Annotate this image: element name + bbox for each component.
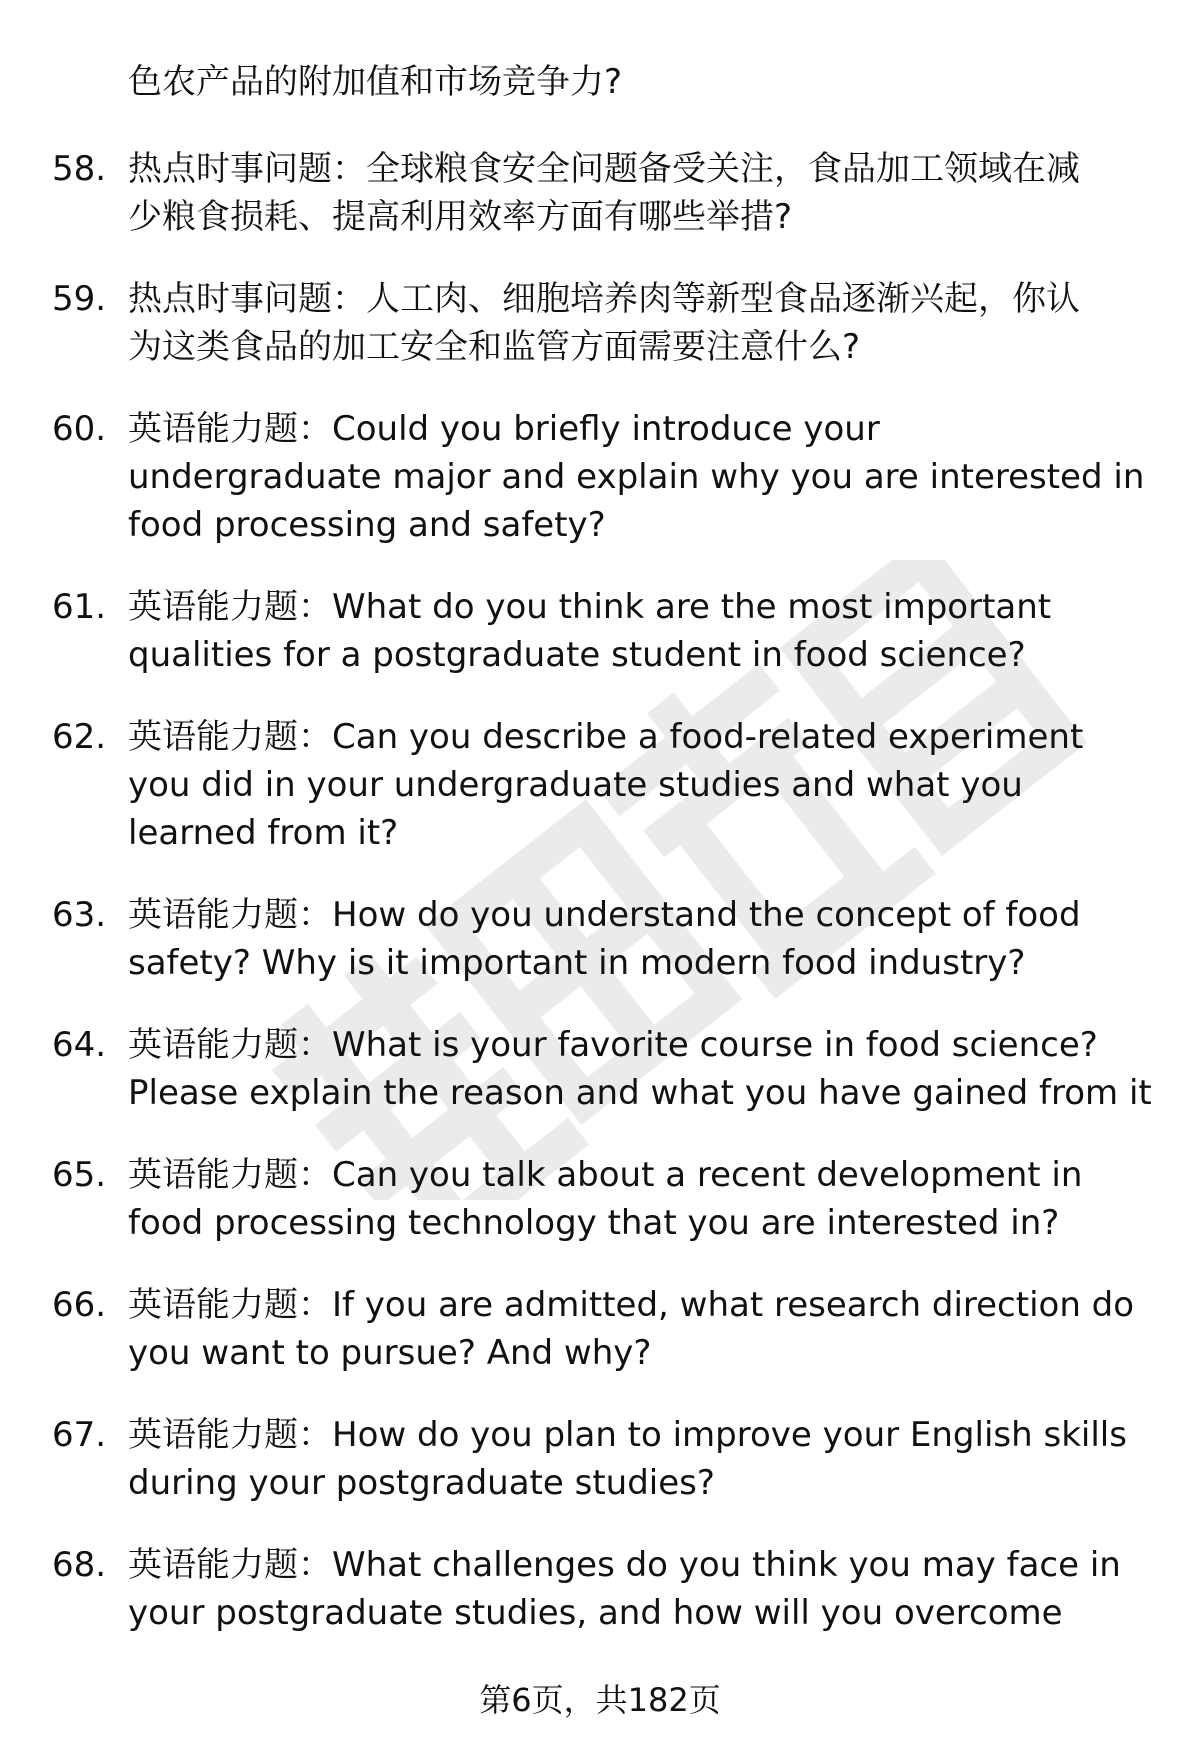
question-item [0, 145, 1200, 275]
question-text-line: 英语能力题：Can you talk about a recent development in [128, 1155, 1083, 1195]
question-number: 65. [52, 1155, 107, 1195]
question-number: 63. [52, 895, 107, 935]
question-number: 68. [52, 1545, 107, 1585]
question-number: 64. [52, 1025, 107, 1065]
question-text-line: 英语能力题：What do you think are the most important [128, 587, 1052, 627]
question-list [0, 145, 1200, 1671]
continued-question-text: 色农产品的附加值和市场竞争力? [128, 62, 623, 102]
question-text [128, 1541, 1173, 1637]
question-item [0, 713, 1200, 891]
question-item [0, 1021, 1200, 1151]
question-item [0, 583, 1200, 713]
question-text [128, 405, 1173, 549]
question-text [128, 1411, 1173, 1507]
question-text-line: 为这类食品的加工安全和监管方面需要注意什么? [128, 327, 861, 367]
question-number: 59. [52, 279, 107, 319]
question-number: 61. [52, 587, 107, 627]
question-item [0, 891, 1200, 1021]
question-text-line: 英语能力题：If you are admitted, what research direction do [128, 1285, 1135, 1325]
question-number: 66. [52, 1285, 107, 1325]
question-text-line: undergraduate major and explain why you are interested in [128, 457, 1145, 497]
question-text-line: food processing technology that you are interested in? [128, 1203, 1060, 1243]
question-item [0, 405, 1200, 583]
question-text [128, 583, 1173, 679]
question-text-line: food processing and safety? [128, 505, 606, 545]
question-text [128, 1021, 1173, 1117]
question-item [0, 275, 1200, 405]
question-number: 60. [52, 409, 107, 449]
question-item [0, 1541, 1200, 1671]
question-item [0, 1281, 1200, 1411]
question-number: 58. [52, 149, 107, 189]
question-text-line: 英语能力题：How do you understand the concept of food [128, 895, 1081, 935]
question-number: 62. [52, 717, 107, 757]
question-text-line: safety? Why is it important in modern food industry? [128, 943, 1026, 983]
question-text-line: 热点时事问题：全球粮食安全问题备受关注，食品加工领域在减 [128, 149, 1080, 189]
question-text-line: 英语能力题：What is your favorite course in food science? [128, 1025, 1098, 1065]
question-text-line: your postgraduate studies, and how will you overcome [128, 1593, 1063, 1633]
question-text-line: you want to pursue? And why? [128, 1333, 652, 1373]
question-text-line: 英语能力题：Can you describe a food-related experiment [128, 717, 1084, 757]
question-text-line: learned from it? [128, 813, 399, 853]
question-text [128, 145, 1173, 241]
question-text-line: 少粮食损耗、提高利用效率方面有哪些举措? [128, 197, 793, 237]
question-text-line: you did in your undergraduate studies and what you [128, 765, 1023, 805]
question-text [128, 891, 1173, 987]
question-item [0, 1411, 1200, 1541]
question-number: 67. [52, 1415, 107, 1455]
page-footer: 第6页，共182页 [479, 1681, 721, 1719]
question-item [0, 1151, 1200, 1281]
question-text-line: 英语能力题：What challenges do you think you may face in [128, 1545, 1121, 1585]
question-text-line: Please explain the reason and what you have gained from it [128, 1073, 1152, 1113]
question-text-line: 英语能力题：How do you plan to improve your English skills [128, 1415, 1127, 1455]
question-text-line: 热点时事问题：人工肉、细胞培养肉等新型食品逐渐兴起，你认 [128, 279, 1080, 319]
question-text-line: 英语能力题：Could you briefly introduce your [128, 409, 880, 449]
question-text-line: qualities for a postgraduate student in food science? [128, 635, 1026, 675]
question-text-line: during your postgraduate studies? [128, 1463, 715, 1503]
question-text [128, 275, 1173, 371]
question-text [128, 1151, 1173, 1247]
question-text [128, 713, 1173, 857]
question-text [128, 1281, 1173, 1377]
